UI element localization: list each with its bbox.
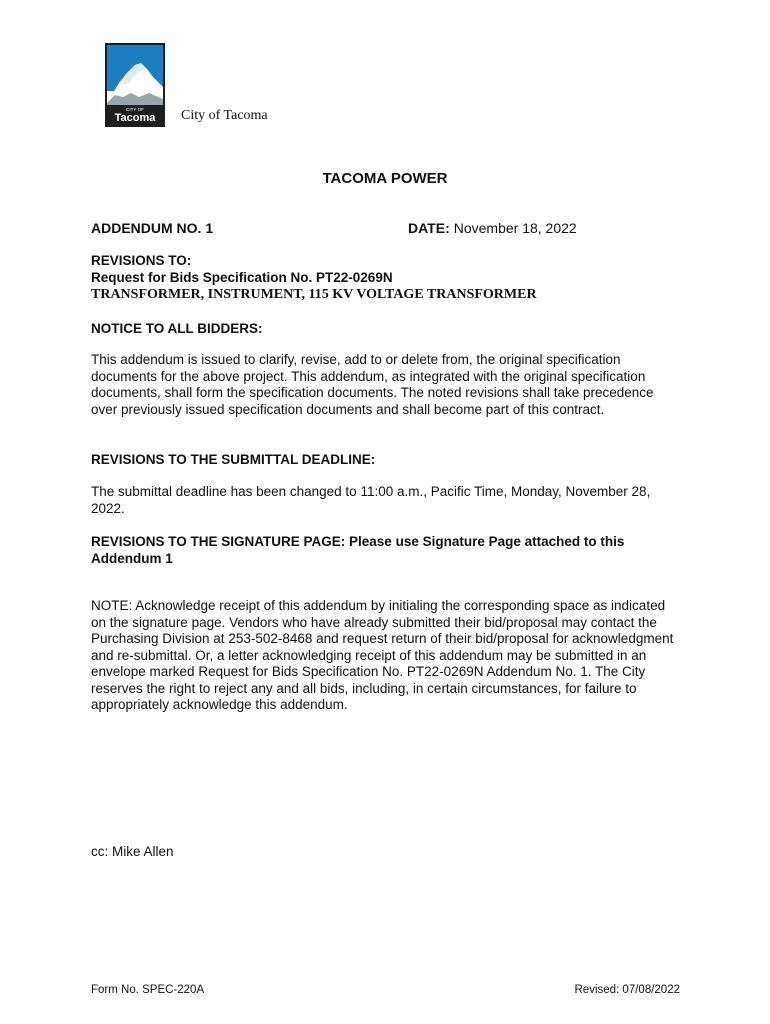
- deadline-heading: REVISIONS TO THE SUBMITTAL DEADLINE:: [91, 452, 376, 467]
- notice-heading: NOTICE TO ALL BIDDERS:: [91, 321, 263, 336]
- logo-city-of-text: CITY OF: [126, 107, 144, 112]
- notice-body: This addendum is issued to clarify, revise, add to or delete from, the original specification documents for the above project. This addendum, as integrated with the original specification documents, shall form the specification documents. The noted revisions shall take precedence over previously issued specification documents and shall become part of this contract.: [91, 352, 654, 417]
- mountain-logo-icon: [105, 43, 165, 127]
- spec-reference: Request for Bids Specification No. PT22-0269N: [91, 270, 393, 285]
- city-of-tacoma-logo: [105, 43, 165, 127]
- revisions-to-block: [91, 252, 537, 303]
- date-row: [408, 220, 577, 236]
- spec-subject: TRANSFORMER, INSTRUMENT, 115 KV VOLTAGE TRANSFORMER: [91, 287, 537, 302]
- date-value: November 18, 2022: [453, 220, 577, 236]
- note-body: NOTE: Acknowledge receipt of this addendum by initialing the corresponding space as indicated on the signature page. Vendors who have already submitted their bid/proposal may contact the Purchasing Division at 253-502-8468 and request return of their bid/proposal for acknowledgment and re-submittal. Or, a letter acknowledging receipt of this addendum may be submitted in an envelope marked Request for Bids Specification No. PT22-0269N Addendum No. 1. The City reserves the right to reject any and all bids, including, in certain circumstances, for failure to appropriately acknowledge this addendum.: [91, 598, 674, 712]
- org-name: City of Tacoma: [181, 108, 268, 123]
- deadline-body: The submittal deadline has been changed to 11:00 a.m., Pacific Time, Monday, November 28, 2022.: [91, 484, 651, 516]
- date-label: DATE:: [408, 220, 450, 236]
- revisions-to-label: REVISIONS TO:: [91, 253, 192, 268]
- page-title: TACOMA POWER: [322, 170, 448, 187]
- logo-wordmark-text: Tacoma: [114, 112, 156, 124]
- revised-date: Revised: 07/08/2022: [574, 984, 680, 996]
- form-number: Form No. SPEC-220A: [91, 984, 205, 996]
- addendum-number: ADDENDUM NO. 1: [91, 220, 214, 236]
- cc-line: cc: Mike Allen: [91, 844, 174, 859]
- signature-page-heading: REVISIONS TO THE SIGNATURE PAGE: Please use Signature Page attached to this Addendum 1: [91, 534, 625, 566]
